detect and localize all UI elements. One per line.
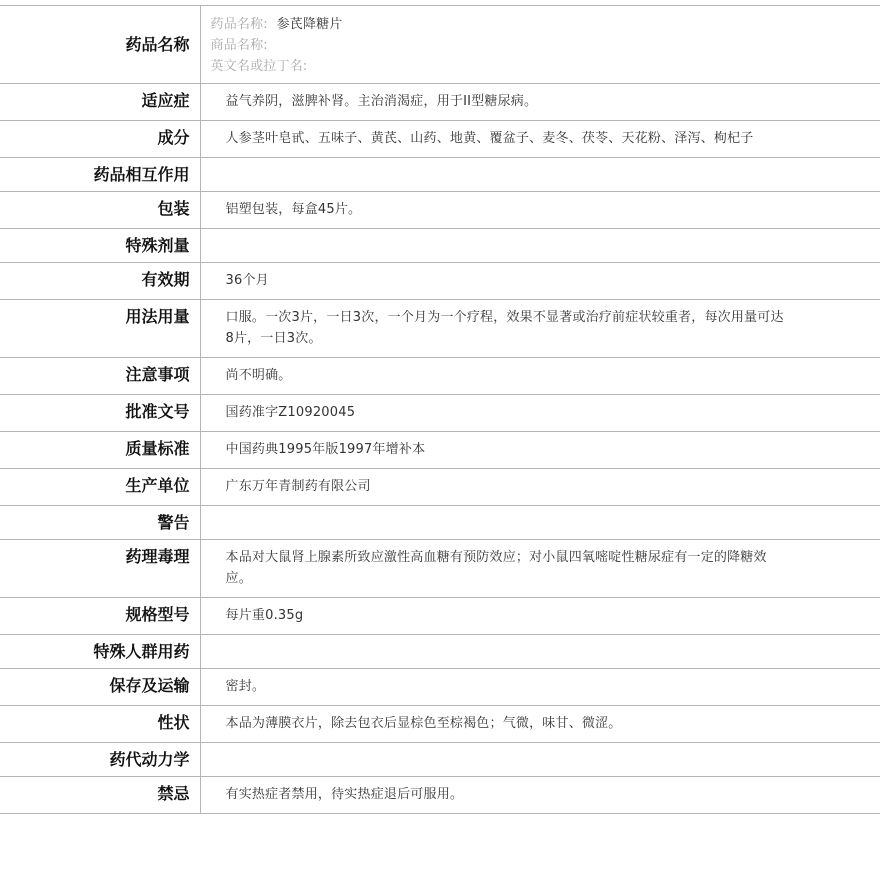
row-label-warning: 警告 [0,506,200,540]
row-label-approval-number: 批准文号 [0,395,200,432]
row-value-special-populations [200,635,880,669]
row-value-special-dosage [200,229,880,263]
table-row-storage [0,669,880,706]
row-value-precautions: 尚不明确。 [225,368,292,383]
row-value-interactions [200,158,880,192]
row-value-manufacturer: 广东万年青制药有限公司 [225,479,371,494]
english-name-label: 英文名或拉丁名: [210,59,308,74]
generic-name-value: 参芪降糖片 [276,17,343,32]
row-value-contraindications: 有实热症者禁用，待实热症退后可服用。 [225,787,464,802]
row-label-packaging: 包装 [0,192,200,229]
table-row-contraindications [0,777,880,814]
row-label-drug-name: 药品名称 [0,6,200,84]
row-value-indications: 益气养阴，滋脾补肾。主治消渴症，用于II型糖尿病。 [225,94,538,109]
row-value-description: 本品为薄膜衣片，除去包衣后显棕色至棕褐色；气微，味甘、微涩。 [225,716,622,731]
row-label-pharmacokinetics: 药代动力学 [0,743,200,777]
row-label-interactions: 药品相互作用 [0,158,200,192]
table-row-special-dosage [0,229,880,263]
row-value-specification: 每片重0.35g [225,608,304,623]
table-row-drug-name [0,6,880,84]
table-row-description [0,706,880,743]
table-row-specification [0,598,880,635]
row-value-quality-standard: 中国药典1995年版1997年增补本 [225,442,426,457]
row-label-pharmacology: 药理毒理 [0,540,200,598]
row-label-dosage: 用法用量 [0,300,200,358]
table-row-interactions [0,158,880,192]
row-label-quality-standard: 质量标准 [0,432,200,469]
row-label-manufacturer: 生产单位 [0,469,200,506]
drug-info-table [0,5,880,814]
trade-name-label: 商品名称: [210,38,268,53]
table-row-special-populations [0,635,880,669]
row-label-ingredients: 成分 [0,121,200,158]
row-value-ingredients: 人参茎叶皂甙、五味子、黄芪、山药、地黄、覆盆子、麦冬、茯苓、天花粉、泽泻、枸杞子 [225,131,754,146]
generic-name-label: 药品名称: [210,17,268,32]
row-value-drug-name [200,6,880,84]
row-value-storage: 密封。 [225,679,266,694]
row-label-special-populations: 特殊人群用药 [0,635,200,669]
row-label-storage: 保存及运输 [0,669,200,706]
table-row-shelf-life [0,263,880,300]
row-label-description: 性状 [0,706,200,743]
row-value-dosage: 口服。一次3片，一日3次，一个月为一个疗程，效果不显著或治疗前症状较重者，每次用量可达8片，一日3次。 [225,310,784,346]
table-row-indications [0,84,880,121]
row-label-special-dosage: 特殊剂量 [0,229,200,263]
row-label-contraindications: 禁忌 [0,777,200,814]
trade-name-line [211,35,871,56]
row-value-approval-number: 国药准字Z10920045 [225,405,356,420]
row-label-precautions: 注意事项 [0,358,200,395]
table-row-precautions [0,358,880,395]
table-row-packaging [0,192,880,229]
table-row-dosage [0,300,880,358]
english-name-line [211,56,871,77]
table-row-pharmacology [0,540,880,598]
table-row-ingredients [0,121,880,158]
row-label-indications: 适应症 [0,84,200,121]
row-value-pharmacokinetics [200,743,880,777]
table-row-quality-standard [0,432,880,469]
row-value-warning [200,506,880,540]
row-value-pharmacology: 本品对大鼠肾上腺素所致应激性高血糖有预防效应；对小鼠四氧嘧啶性糖尿症有一定的降糖效应。 [225,550,767,586]
generic-name-line [211,14,871,35]
table-row-pharmacokinetics [0,743,880,777]
table-row-warning [0,506,880,540]
table-row-approval-number [0,395,880,432]
row-label-shelf-life: 有效期 [0,263,200,300]
row-label-specification: 规格型号 [0,598,200,635]
row-value-packaging: 铝塑包装，每盒45片。 [225,202,362,217]
row-value-shelf-life: 36个月 [225,273,269,288]
table-row-manufacturer [0,469,880,506]
